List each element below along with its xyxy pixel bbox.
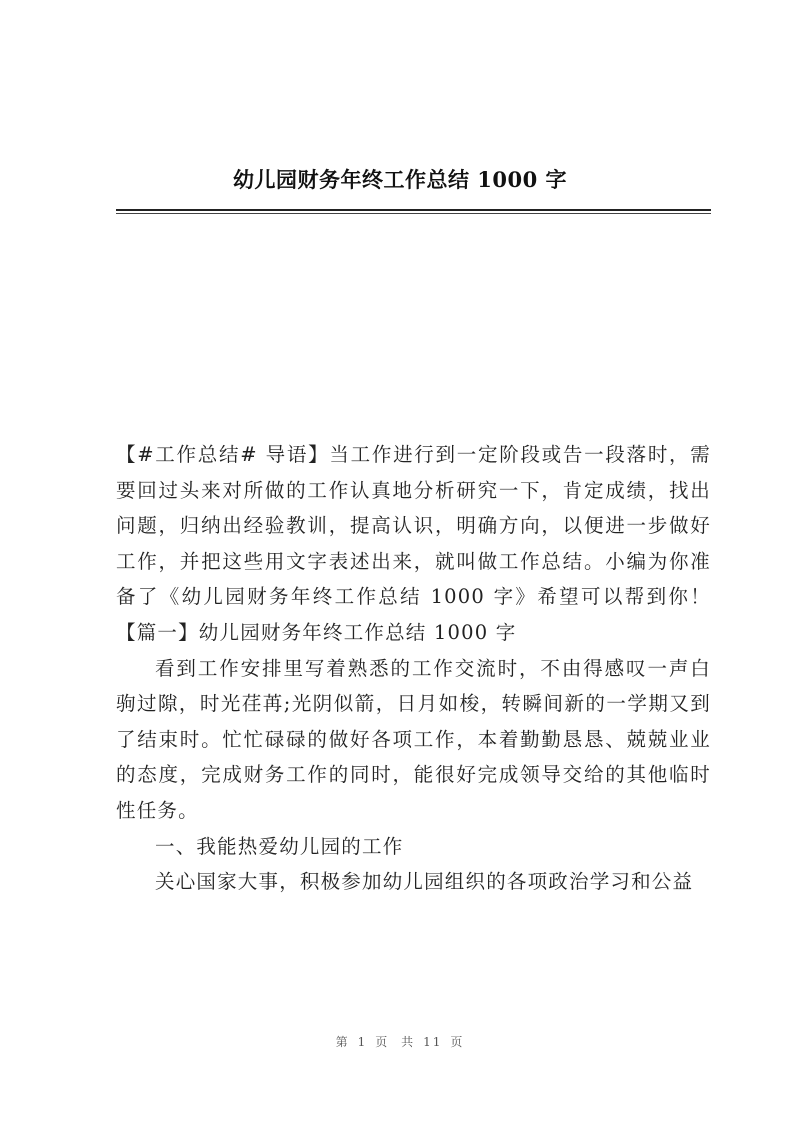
section-heading: 一、我能热爱幼儿园的工作: [155, 834, 404, 858]
footer-label-end: 页: [450, 1035, 465, 1049]
body-paragraph: 看到工作安排里写着熟悉的工作交流时，不由得感叹一声白驹过隙，时光荏苒;光阴似箭，日月如梭，转瞬间新的一学期又到了结束时。忙忙碌碌的做好各项工作，本着勤勤恳恳、兢兢业业的态度，完成财务工作的同时，能很好完成领导交给的其他临时性任务。: [116, 656, 711, 822]
title-underline: [116, 209, 711, 211]
document-title: 幼儿园财务年终工作总结 1000 字: [232, 167, 568, 192]
footer-label-total: 页 共: [375, 1035, 416, 1049]
footer-total-pages: 11: [423, 1035, 443, 1049]
footer-label-page: 第: [335, 1035, 350, 1049]
page-footer: [0, 1033, 800, 1050]
intro-paragraph: 【#工作总结# 导语】当工作进行到一定阶段或告一段落时，需要回过头来对所做的工作认真地分析研究一下，肯定成绩，找出问题，归纳出经验教训，提高认识，明确方向，以便进一步做好工作，并把这些用文字表述出来，就叫做工作总结。小编为你准备了《幼儿园财务年终工作总结 1000 字》希望可以帮到你！【篇一】幼儿园财务年终工作总结 1000 字: [116, 443, 711, 644]
footer-current-page: 1: [357, 1035, 368, 1049]
body-paragraph: 关心国家大事，积极参加幼儿园组织的各项政治学习和公益: [155, 870, 694, 894]
document-body: [116, 437, 711, 900]
title-underline-thin: [116, 213, 711, 214]
